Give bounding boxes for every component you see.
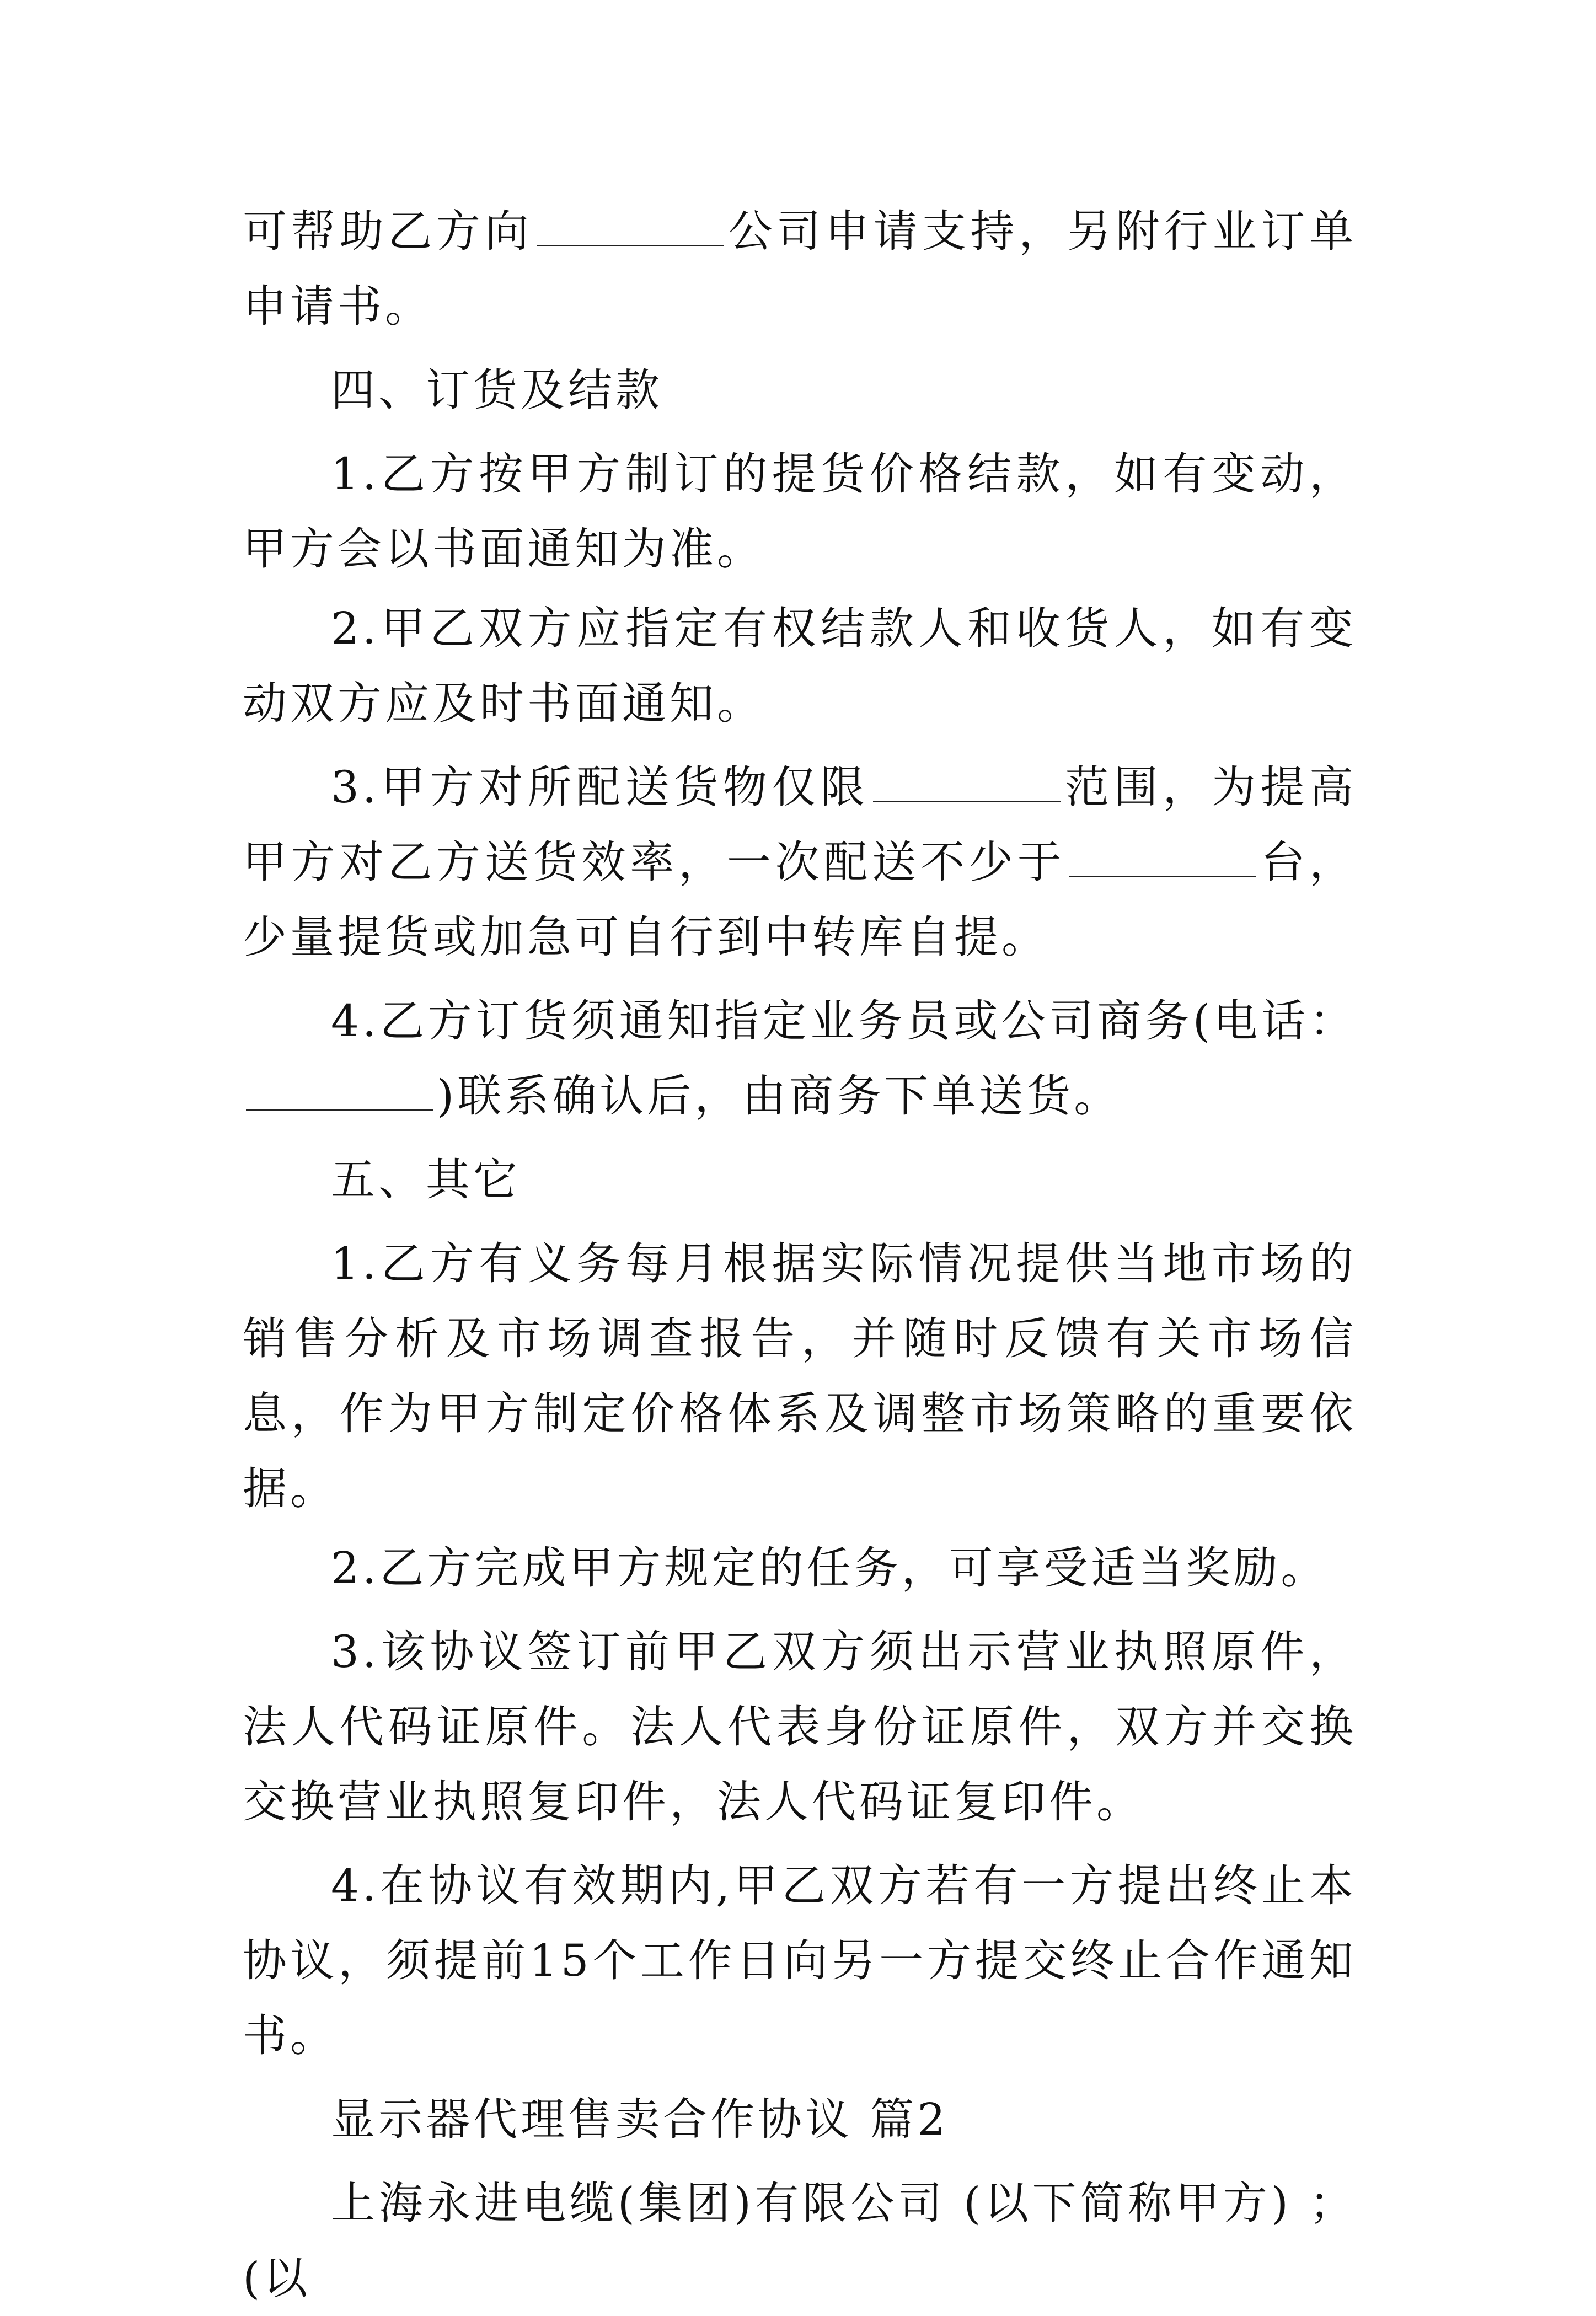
paragraph-text: 2.乙方完成甲方规定的任务，可享受适当奖励。 bbox=[331, 1542, 1329, 1594]
fill-in-blank[interactable] bbox=[537, 211, 724, 246]
paragraph-p5 bbox=[243, 750, 1357, 975]
paragraph-text: 台，少量提货或加急可自行到中转库自提。 bbox=[243, 837, 1357, 963]
document-body bbox=[243, 194, 1357, 2316]
paragraph-text: 上海永进电缆(集团)有限公司 (以下简称甲方) ；(以 bbox=[243, 2178, 1357, 2304]
paragraph-p13 bbox=[243, 2166, 1357, 2316]
paragraph-p4 bbox=[243, 591, 1357, 741]
paragraph-text: 4.乙方订货须通知指定业务员或公司商务(电话： bbox=[331, 995, 1357, 1047]
paragraph-p2 bbox=[243, 353, 1357, 428]
paragraph-text: 范围，为提高甲方对乙方送货效率，一次配送不少于 bbox=[243, 762, 1357, 888]
paragraph-p12 bbox=[243, 2082, 1357, 2157]
paragraph-text: 3.该协议签订前甲乙双方须出示营业执照原件，法人代码证原件。法人代表身份证原件，双方并交换交换营业执照复印件，法人代码证复印件。 bbox=[243, 1626, 1357, 1827]
paragraph-text: 4.在协议有效期内,甲乙双方若有一方提出终止本协议，须提前15个工作日向另一方提交终止合作通知书。 bbox=[243, 1860, 1357, 2061]
paragraph-p1 bbox=[243, 194, 1357, 344]
fill-in-blank[interactable] bbox=[246, 1075, 433, 1111]
paragraph-text: 可帮助乙方向 bbox=[243, 206, 533, 257]
paragraph-text: 1.乙方有义务每月根据实际情况提供当地市场的销售分析及市场调查报告，并随时反馈有关市场信息，作为甲方制定价格体系及调整市场策略的重要依据。 bbox=[243, 1238, 1357, 1514]
fill-in-blank[interactable] bbox=[873, 766, 1061, 802]
paragraph-text: 2.甲乙双方应指定有权结款人和收货人，如有变动双方应及时书面通知。 bbox=[243, 603, 1357, 729]
paragraph-text: 显示器代理售卖合作协议 篇2 bbox=[331, 2094, 949, 2145]
paragraph-text: 3.甲方对所配送货物仅限 bbox=[331, 762, 870, 813]
paragraph-text: 四、订货及结款 bbox=[331, 364, 663, 416]
paragraph-p6 bbox=[243, 984, 1357, 1134]
paragraph-text: 公司申请支持，另附行业订单申请书。 bbox=[243, 206, 1357, 332]
paragraph-text: )联系确认后，由商务下单送货。 bbox=[437, 1070, 1122, 1122]
paragraph-text: 1.乙方按甲方制订的提货价格结款，如有变动，甲方会以书面通知为准。 bbox=[243, 448, 1357, 575]
paragraph-p9 bbox=[243, 1531, 1357, 1606]
paragraph-p3 bbox=[243, 437, 1357, 587]
paragraph-text: 五、其它 bbox=[331, 1154, 521, 1205]
paragraph-p8 bbox=[243, 1226, 1357, 1526]
paragraph-p11 bbox=[243, 1848, 1357, 2073]
fill-in-blank[interactable] bbox=[1069, 841, 1256, 877]
paragraph-p7 bbox=[243, 1143, 1357, 1218]
paragraph-p10 bbox=[243, 1615, 1357, 1840]
